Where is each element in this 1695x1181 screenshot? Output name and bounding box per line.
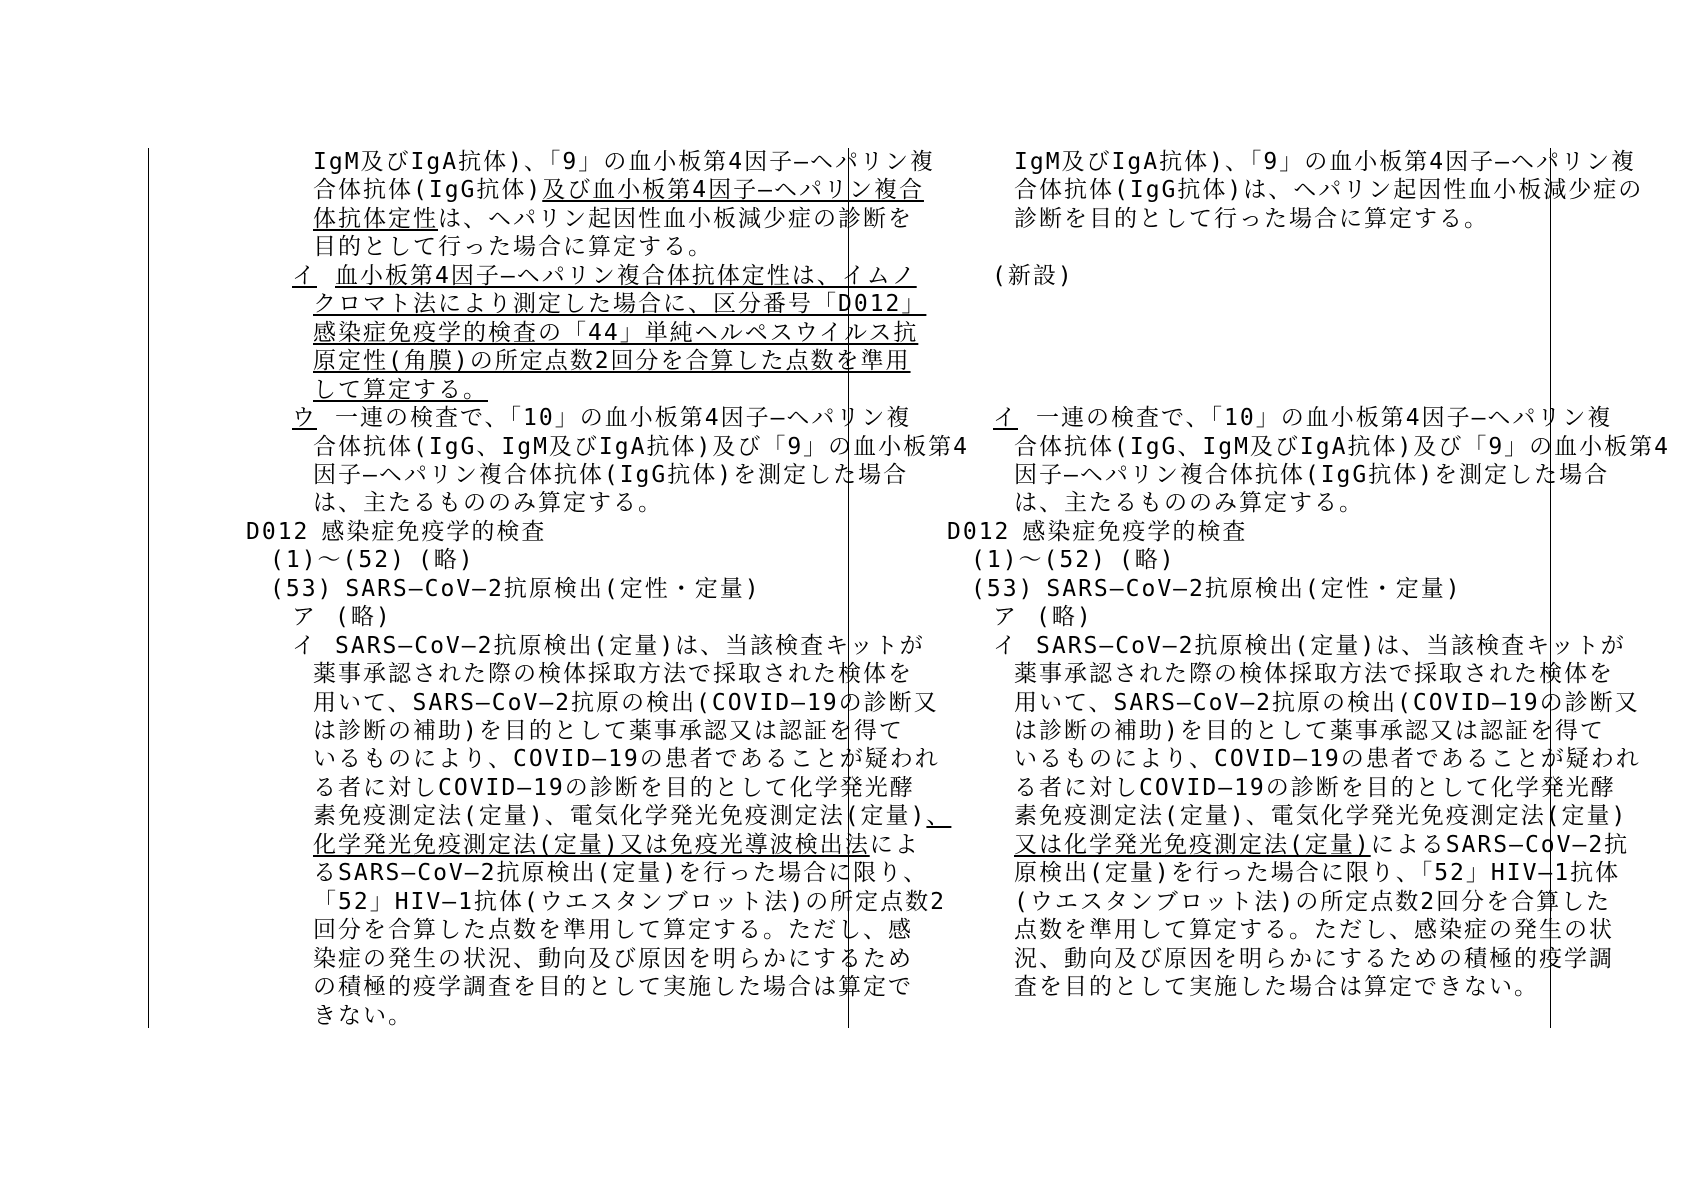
- amended-text: 及び血小板第4因子―ヘパリン複合: [542, 177, 924, 204]
- document-line: [0, 575, 1695, 603]
- text-segment: SARS―CoV―2抗原検出(定性・定量): [345, 575, 761, 602]
- document-line: [0, 717, 1695, 745]
- line-text: [1014, 831, 1629, 859]
- text-segment: (略): [1118, 547, 1176, 574]
- text-segment: 用いて、SARS―CoV―2抗原の検出(COVID―19の診断又: [313, 689, 939, 716]
- text-segment: によるSARS―CoV―2抗: [1370, 831, 1630, 858]
- text-segment: 回分を合算した点数を準用して算定する。ただし、感: [313, 917, 913, 944]
- text-segment: 点数を準用して算定する。ただし、感染症の発生の状: [1014, 917, 1614, 944]
- document-line: [0, 148, 1695, 176]
- line-content: [1014, 802, 1627, 830]
- text-segment: 合体抗体(IgG抗体)は、ヘパリン起因性血小板減少症の: [1014, 177, 1644, 204]
- text-segment: SARS―CoV―2抗原検出(定量)は、当該検査キットが: [335, 632, 925, 659]
- item-marker: [993, 404, 1036, 432]
- document-line: [0, 233, 1695, 261]
- document-line: [0, 518, 1695, 546]
- text-segment: (略): [417, 547, 475, 574]
- text-segment: (略): [1036, 604, 1093, 631]
- amended-text: して算定する。: [313, 376, 488, 403]
- line-text: [1014, 489, 1364, 517]
- amended-text: 、: [926, 803, 952, 830]
- line-text: [1014, 945, 1614, 973]
- line-text: [1014, 802, 1627, 830]
- line-text: [1014, 689, 1640, 717]
- line-text: [1036, 603, 1093, 631]
- amended-text: 化学発光免疫測定法(定量)又は免疫光導波検出法: [313, 831, 870, 858]
- text-segment: は、主たるもののみ算定する。: [313, 490, 663, 517]
- line-text: [1119, 546, 1176, 574]
- line-text: [1014, 433, 1670, 461]
- text-segment: (略): [335, 604, 392, 631]
- text-segment: は診断の補助)を目的として薬事承認又は認証を得て: [313, 718, 904, 744]
- item-marker: [993, 603, 1036, 631]
- line-content: [1014, 916, 1614, 944]
- text-segment: る者に対しCOVID―19の診断を目的として化学発光酵: [313, 774, 915, 801]
- text-segment: 薬事承認された際の検体採取方法で採取された検体を: [313, 661, 913, 688]
- line-text: [1014, 916, 1614, 944]
- line-content: [1014, 660, 1614, 688]
- item-marker-text: イ: [993, 405, 1018, 432]
- text-segment: 素免疫測定法(定量)、電気化学発光免疫測定法(定量): [1014, 803, 1628, 830]
- line-text: [1036, 404, 1612, 432]
- line-content: [993, 603, 1093, 631]
- line-content: [947, 518, 1247, 546]
- line-text: [1014, 745, 1641, 773]
- text-segment: るSARS―CoV―2抗原検出(定量)を行った場合に限り、: [313, 860, 929, 887]
- text-segment: 合体抗体(IgG抗体): [313, 177, 543, 204]
- line-content: [1014, 433, 1670, 461]
- line-content: [1014, 205, 1489, 233]
- text-segment: SARS―CoV―2抗原検出(定性・定量): [1046, 575, 1462, 602]
- line-text: [1014, 973, 1539, 1001]
- line-text: [1014, 148, 1636, 176]
- item-marker-text: (1)～(52): [971, 547, 1107, 574]
- text-segment: は診断の補助)を目的として薬事承認又は認証を得て: [1014, 718, 1605, 744]
- text-segment: IgM及びIgA抗体)、「9」の血小板第4因子―ヘパリン複: [1014, 149, 1636, 175]
- document-line: [0, 290, 1695, 318]
- document-line: [0, 433, 1695, 461]
- document-line: [0, 262, 1695, 290]
- document-line: [0, 376, 1695, 404]
- line-text: [1022, 518, 1247, 546]
- item-marker-text: D012: [246, 518, 310, 545]
- amended-text: 血小板第4因子―ヘパリン複合体抗体定性は、イムノ: [335, 262, 917, 289]
- amended-text: 原定性(角膜)の所定点数2回分を合算した点数を準用: [313, 348, 911, 375]
- document-line: [0, 745, 1695, 773]
- text-segment: 薬事承認された際の検体採取方法で採取された検体を: [1014, 661, 1614, 688]
- text-segment: 診断を目的として行った場合に算定する。: [1014, 205, 1489, 232]
- item-marker-text: イ: [292, 632, 317, 659]
- document-line: [0, 859, 1695, 887]
- item-marker-text: ウ: [292, 405, 317, 432]
- line-text: [1014, 859, 1620, 887]
- line-text: [1014, 774, 1616, 802]
- document-line: [0, 319, 1695, 347]
- line-content: [1014, 176, 1643, 204]
- line-content: [1014, 973, 1539, 1001]
- document-line: [0, 404, 1695, 432]
- text-segment: 因子―ヘパリン複合体抗体(IgG抗体)を測定した場合: [1014, 461, 1610, 488]
- text-segment: は、主たるもののみ算定する。: [1014, 490, 1364, 517]
- text-segment: 合体抗体(IgG、IgM及びIgA抗体)及び「9」の血小板第4: [313, 433, 970, 460]
- document-line: [0, 802, 1695, 830]
- text-segment: 合体抗体(IgG、IgM及びIgA抗体)及び「9」の血小板第4: [1014, 433, 1671, 460]
- item-marker-text: (53): [971, 575, 1035, 602]
- text-segment: (ウエスタンブロット法)の所定点数2回分を合算した: [1014, 888, 1612, 915]
- text-segment: の積極的疫学調査を目的として実施した場合は算定で: [313, 974, 913, 1001]
- document-line: [0, 689, 1695, 717]
- line-content: [1014, 689, 1640, 717]
- item-marker: [971, 546, 1119, 574]
- line-text: [1014, 717, 1605, 745]
- text-segment: は、ヘパリン起因性血小板減少症の診断を: [438, 205, 913, 232]
- document-line: [0, 888, 1695, 916]
- line-content: [1014, 461, 1609, 489]
- text-segment: 因子―ヘパリン複合体抗体(IgG抗体)を測定した場合: [313, 461, 909, 488]
- line-text: [1014, 176, 1643, 204]
- text-segment: 感染症免疫学的検査: [1022, 518, 1248, 545]
- line-content: [1014, 859, 1620, 887]
- document-line: [0, 916, 1695, 944]
- document-line: [0, 632, 1695, 660]
- text-segment: 感染症免疫学的検査: [321, 518, 547, 545]
- text-segment: によ: [869, 831, 920, 858]
- text-segment: SARS―CoV―2抗原検出(定量)は、当該検査キットが: [1036, 632, 1626, 659]
- text-segment: いるものにより、COVID―19の患者であることが疑われ: [313, 746, 940, 773]
- line-content: [971, 546, 1176, 574]
- section-code: [947, 518, 1022, 546]
- document-line: [0, 660, 1695, 688]
- item-marker-text: ア: [292, 604, 317, 631]
- document-line: [0, 603, 1695, 631]
- text-segment: る者に対しCOVID―19の診断を目的として化学発光酵: [1014, 774, 1616, 801]
- line-text: [1046, 575, 1461, 603]
- text-segment: 一連の検査で、「10」の血小板第4因子―ヘパリン複: [1036, 405, 1613, 432]
- document-line: [0, 461, 1695, 489]
- document-line: [0, 973, 1695, 1001]
- text-segment: IgM及びIgA抗体)、「9」の血小板第4因子―ヘパリン複: [313, 149, 935, 175]
- item-marker-text: (53): [270, 575, 334, 602]
- text-segment: いるものにより、COVID―19の患者であることが疑われ: [1014, 746, 1641, 773]
- amended-text: クロマト法により測定した場合に、区分番号「D012」: [313, 291, 927, 318]
- text-segment: 染症の発生の状況、動向及び原因を明らかにするため: [313, 945, 913, 972]
- line-content: [1014, 774, 1616, 802]
- amended-text: 体抗体定性: [313, 205, 438, 232]
- line-content: [1014, 717, 1605, 745]
- line-content: [971, 575, 1462, 603]
- line-text: [1014, 205, 1489, 233]
- line-text: [1036, 632, 1626, 660]
- line-content: [1014, 831, 1629, 859]
- item-marker-text: (1)～(52): [270, 547, 406, 574]
- amended-text: 感染症免疫学的検査の「44」単純ヘルペスウイルス抗: [313, 319, 919, 346]
- current-column: [0, 148, 1695, 1048]
- item-marker: [971, 575, 1046, 603]
- line-text: [992, 262, 1074, 290]
- line-content: [993, 404, 1612, 432]
- document-line: [0, 489, 1695, 517]
- line-content: [1014, 489, 1364, 517]
- line-content: [1014, 148, 1636, 176]
- line-text: [1014, 660, 1614, 688]
- document-line: [0, 774, 1695, 802]
- document-line: [0, 831, 1695, 859]
- text-segment: 原検出(定量)を行った場合に限り、「52」HIV―1抗体: [1014, 860, 1621, 887]
- text-segment: 目的として行った場合に算定する。: [313, 234, 713, 261]
- document-line: [0, 546, 1695, 574]
- document-line: [0, 176, 1695, 204]
- document-line: [0, 347, 1695, 375]
- line-text: [1014, 888, 1611, 916]
- item-marker-text: ア: [993, 604, 1018, 631]
- document-line: [0, 205, 1695, 233]
- line-content: [993, 632, 1626, 660]
- line-content: [1014, 945, 1614, 973]
- text-segment: きない。: [313, 1002, 413, 1029]
- line-content: [1014, 888, 1611, 916]
- text-segment: 用いて、SARS―CoV―2抗原の検出(COVID―19の診断又: [1014, 689, 1640, 716]
- line-content: [992, 262, 1074, 290]
- item-marker-text: イ: [292, 262, 317, 289]
- item-marker: [993, 632, 1036, 660]
- text-segment: 査を目的として実施した場合は算定できない。: [1014, 974, 1539, 1001]
- text-segment: 素免疫測定法(定量)、電気化学発光免疫測定法(定量): [313, 803, 927, 830]
- text-segment: 一連の検査で、「10」の血小板第4因子―ヘパリン複: [335, 405, 912, 432]
- line-text: [1014, 461, 1609, 489]
- item-marker-text: D012: [947, 518, 1011, 545]
- item-marker-text: イ: [993, 632, 1018, 659]
- text-segment: (新設): [992, 262, 1074, 289]
- amended-text: 又は化学発光免疫測定法(定量): [1014, 831, 1371, 858]
- document-line: [0, 945, 1695, 973]
- text-segment: 況、動向及び原因を明らかにするための積極的疫学調: [1014, 945, 1614, 972]
- text-segment: 「52」HIV―1抗体(ウエスタンブロット法)の所定点数2: [313, 888, 947, 915]
- line-content: [1014, 745, 1641, 773]
